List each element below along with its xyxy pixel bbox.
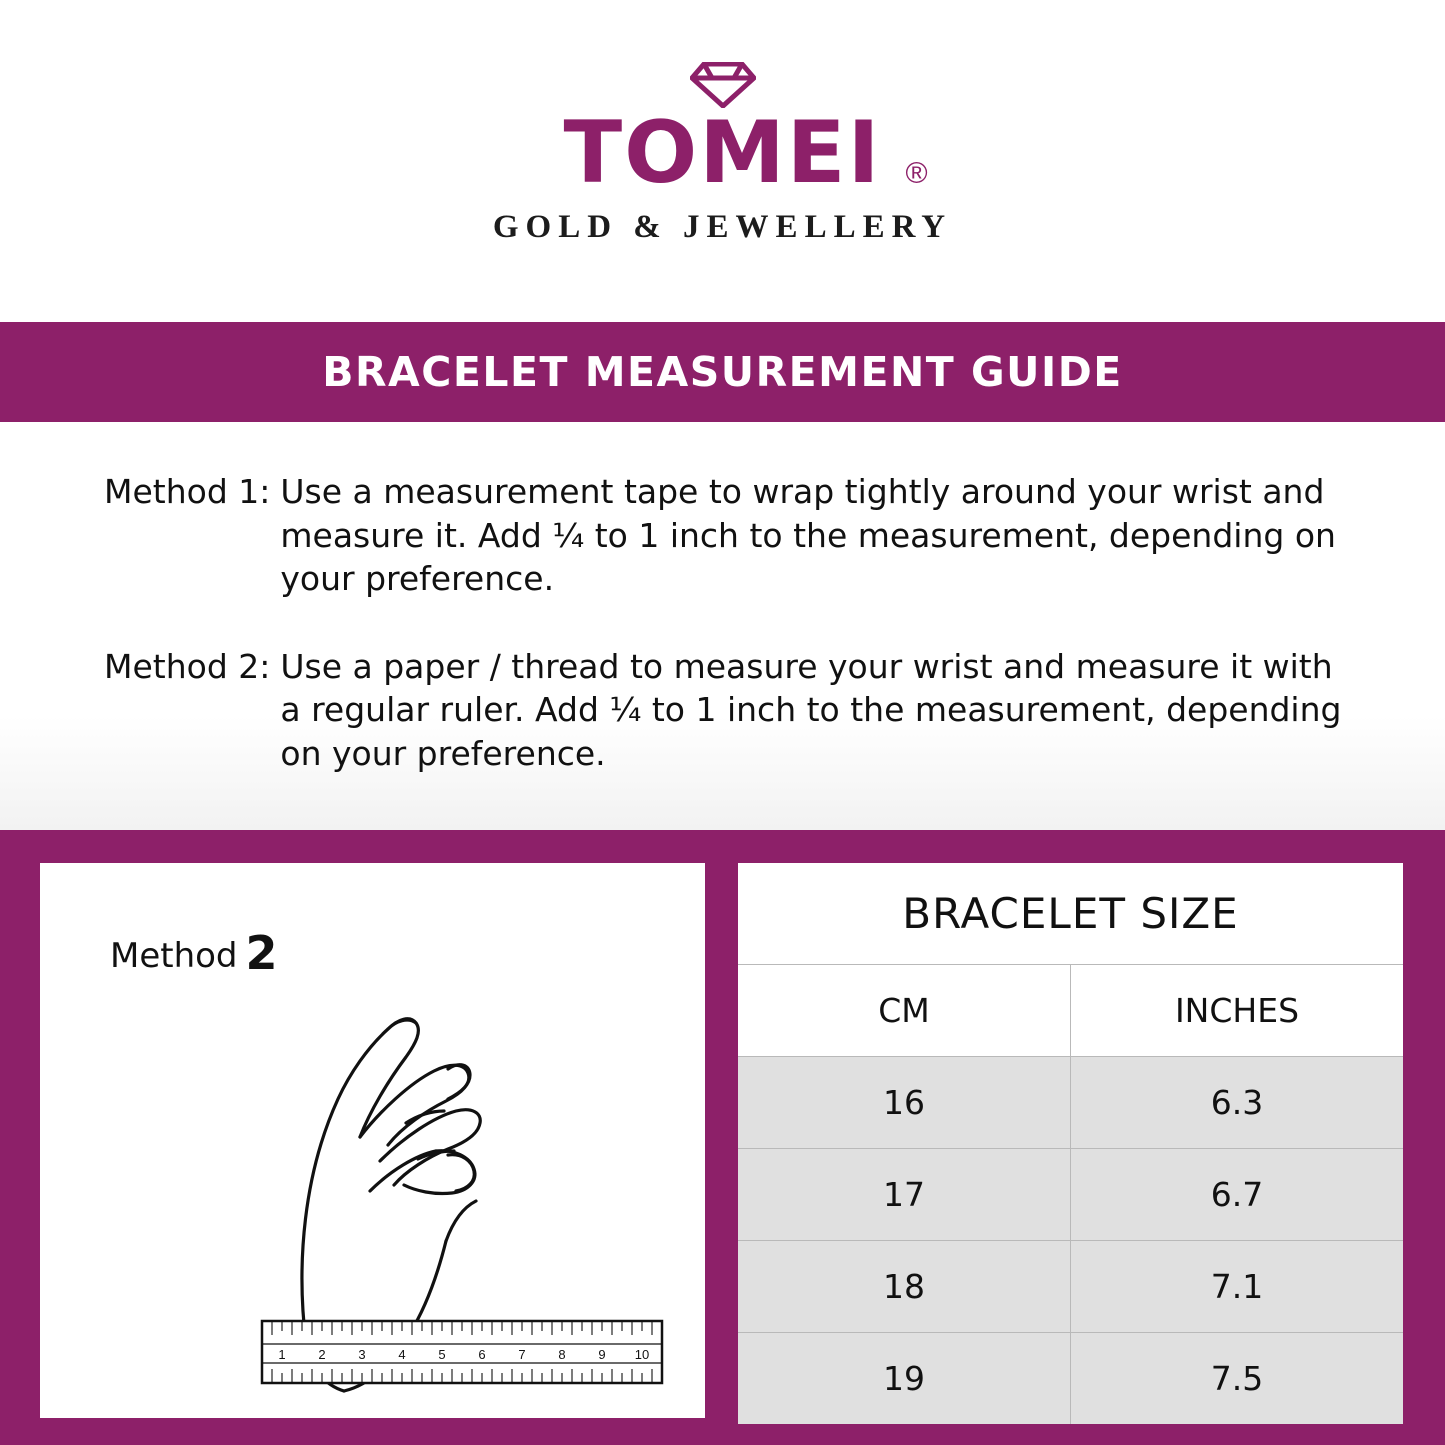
illustration-caption-number: 2 bbox=[245, 926, 278, 980]
diamond-icon bbox=[690, 62, 756, 108]
page-title: BRACELET MEASUREMENT GUIDE bbox=[322, 348, 1123, 396]
table-row bbox=[738, 1333, 1403, 1425]
ruler-tick-label: 1 bbox=[278, 1347, 286, 1362]
table-row bbox=[738, 1149, 1403, 1241]
bracelet-size-table bbox=[738, 965, 1403, 1424]
illustration-caption-label: Method bbox=[110, 936, 238, 976]
ruler-tick-label: 5 bbox=[438, 1347, 446, 1362]
ruler-tick-label: 7 bbox=[518, 1347, 526, 1362]
table-row bbox=[738, 1241, 1403, 1333]
guide-title-bar bbox=[0, 322, 1445, 422]
cell-cm: 16 bbox=[738, 1057, 1071, 1149]
column-header-cm: CM bbox=[738, 965, 1071, 1057]
brand-wordmark bbox=[563, 103, 930, 203]
brand-tagline: GOLD & JEWELLERY bbox=[492, 208, 953, 245]
column-header-inches: INCHES bbox=[1071, 965, 1404, 1057]
table-row bbox=[738, 1057, 1403, 1149]
ruler-tick-label: 4 bbox=[398, 1347, 406, 1362]
cell-cm: 19 bbox=[738, 1333, 1071, 1425]
brand-logo bbox=[0, 62, 1445, 246]
cell-inches: 6.7 bbox=[1071, 1149, 1404, 1241]
size-table-header bbox=[738, 863, 1403, 965]
cell-inches: 7.5 bbox=[1071, 1333, 1404, 1425]
brand-logo-area bbox=[0, 0, 1445, 322]
cell-inches: 6.3 bbox=[1071, 1057, 1404, 1149]
ruler-tick-label: 10 bbox=[634, 1347, 650, 1362]
ruler-tick-label: 2 bbox=[318, 1347, 326, 1362]
size-table-title: BRACELET SIZE bbox=[902, 889, 1239, 938]
method-2-label: Method 2: bbox=[104, 646, 271, 686]
method-1-row bbox=[0, 470, 1445, 601]
ruler-tick-label: 6 bbox=[478, 1347, 486, 1362]
method-1-text: Use a measurement tape to wrap tightly around your wrist and measure it. Add ¼ to 1 inch to the measurement, depending on your preference. bbox=[280, 472, 1336, 599]
ruler-graphic bbox=[262, 1321, 662, 1383]
table-header-row bbox=[738, 965, 1403, 1057]
cell-cm: 17 bbox=[738, 1149, 1071, 1241]
bracelet-size-card bbox=[738, 863, 1403, 1418]
bottom-panel bbox=[0, 830, 1445, 1445]
ruler-tick-label: 3 bbox=[358, 1347, 366, 1362]
illustration-card bbox=[40, 863, 705, 1418]
ruler-tick-label: 8 bbox=[558, 1347, 566, 1362]
method-2-text: Use a paper / thread to measure your wrist and measure it with a regular ruler. Add ¼ to 1 inch to the measurement, depending on your preference. bbox=[280, 646, 1342, 773]
method-1-label: Method 1: bbox=[104, 472, 271, 511]
method-2-row bbox=[0, 645, 1445, 776]
methods-section bbox=[0, 422, 1445, 830]
registered-mark: ® bbox=[905, 156, 930, 190]
hand-with-ruler-illustration bbox=[220, 923, 690, 1403]
cell-cm: 18 bbox=[738, 1241, 1071, 1333]
cell-inches: 7.1 bbox=[1071, 1241, 1404, 1333]
brand-name: TOMEI bbox=[563, 103, 882, 203]
ruler-tick-label: 9 bbox=[598, 1347, 606, 1362]
